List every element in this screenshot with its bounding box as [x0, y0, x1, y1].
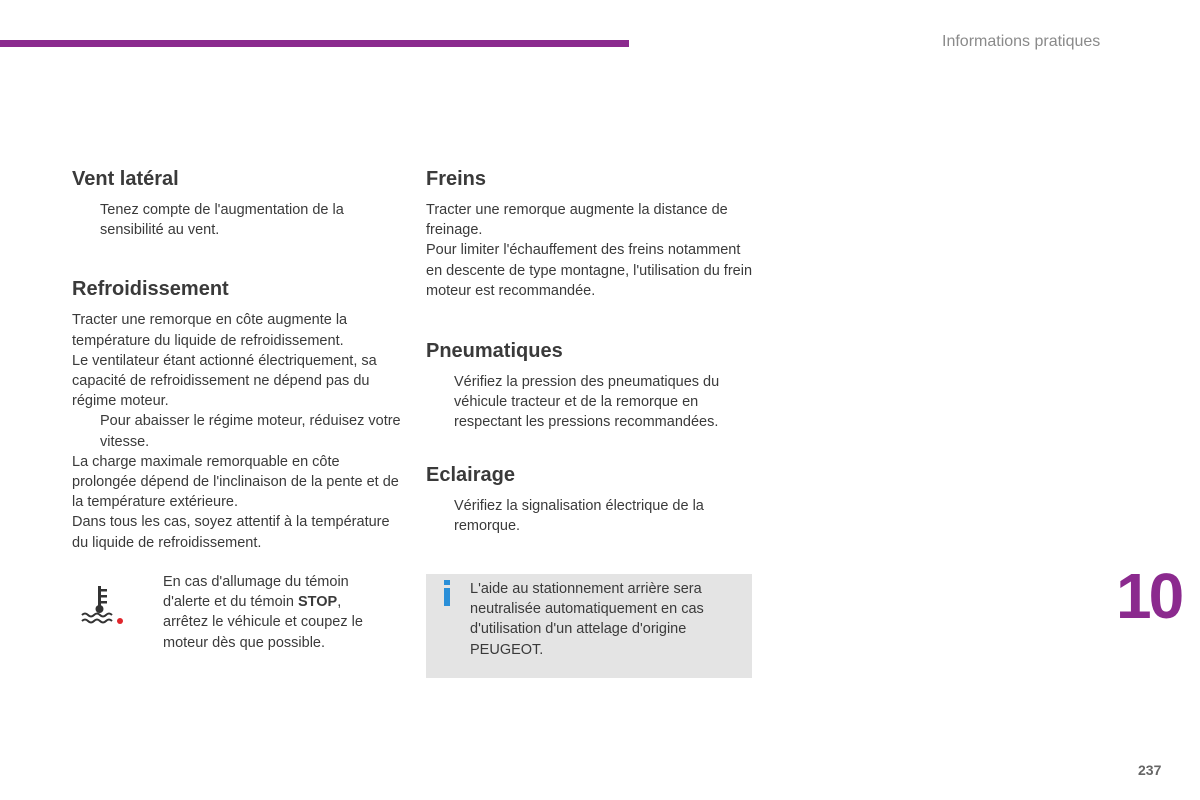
coolant-warning-block [72, 572, 392, 662]
left-column [72, 166, 402, 553]
bullet-eclairage: Vérifiez la signalisation électrique de la remorque. [454, 497, 704, 534]
info-box [426, 574, 752, 678]
coolant-temperature-warning-icon [78, 584, 124, 624]
paragraph: Pour limiter l'échauffement des freins notamment en descente de type montagne, l'utilisation du frein moteur est recommandée. [426, 242, 753, 299]
bullet-vent: Tenez compte de l'augmentation de la sensibilité au vent. [100, 202, 344, 239]
info-text: L'aide au stationnement arrière sera neutralisée automatiquement en cas d'utilisation d'un attelage d'origine PEUGEOT. [470, 581, 704, 658]
stop-label: STOP [297, 594, 338, 611]
heading-refroidissement: Refroidissement [72, 278, 229, 301]
section-header: Informations pratiques [942, 33, 1101, 50]
heading-vent-lateral: Vent latéral [72, 168, 179, 190]
chapter-accent-bar [0, 40, 629, 47]
paragraph: Dans tous les cas, soyez attentif à la température du liquide de refroidissement. [72, 514, 390, 551]
paragraph: Tracter une remorque en côte augmente la température du liquide de refroidissement. [72, 312, 348, 349]
paragraph: La charge maximale remorquable en côte prolongée dépend de l'inclinaison de la pente et de la température extérieure. [72, 453, 399, 511]
info-icon [440, 580, 454, 606]
bullet-regime: Pour abaisser le régime moteur, réduisez votre vitesse. [100, 413, 401, 450]
chapter-number: 10 [1116, 560, 1182, 632]
heading-eclairage: Eclairage [426, 463, 515, 486]
warning-text: En cas d'allumage du témoin d'alerte et du témoin STOP, arrêtez le véhicule et coupez le moteur dès que possible. [163, 574, 363, 651]
page-number: 237 [1138, 762, 1162, 778]
paragraph: Le ventilateur étant actionné électriquement, sa capacité de refroidissement ne dépend pas du régime moteur. [72, 352, 377, 410]
heading-pneumatiques: Pneumatiques [426, 340, 563, 363]
paragraph: Tracter une remorque augmente la distance de freinage. [426, 202, 728, 239]
heading-freins: Freins [426, 168, 487, 190]
right-column [426, 166, 756, 536]
bullet-pneus: Vérifiez la pression des pneumatiques du véhicule tracteur et de la remorque en respectant les pressions recommandées. [454, 374, 720, 431]
